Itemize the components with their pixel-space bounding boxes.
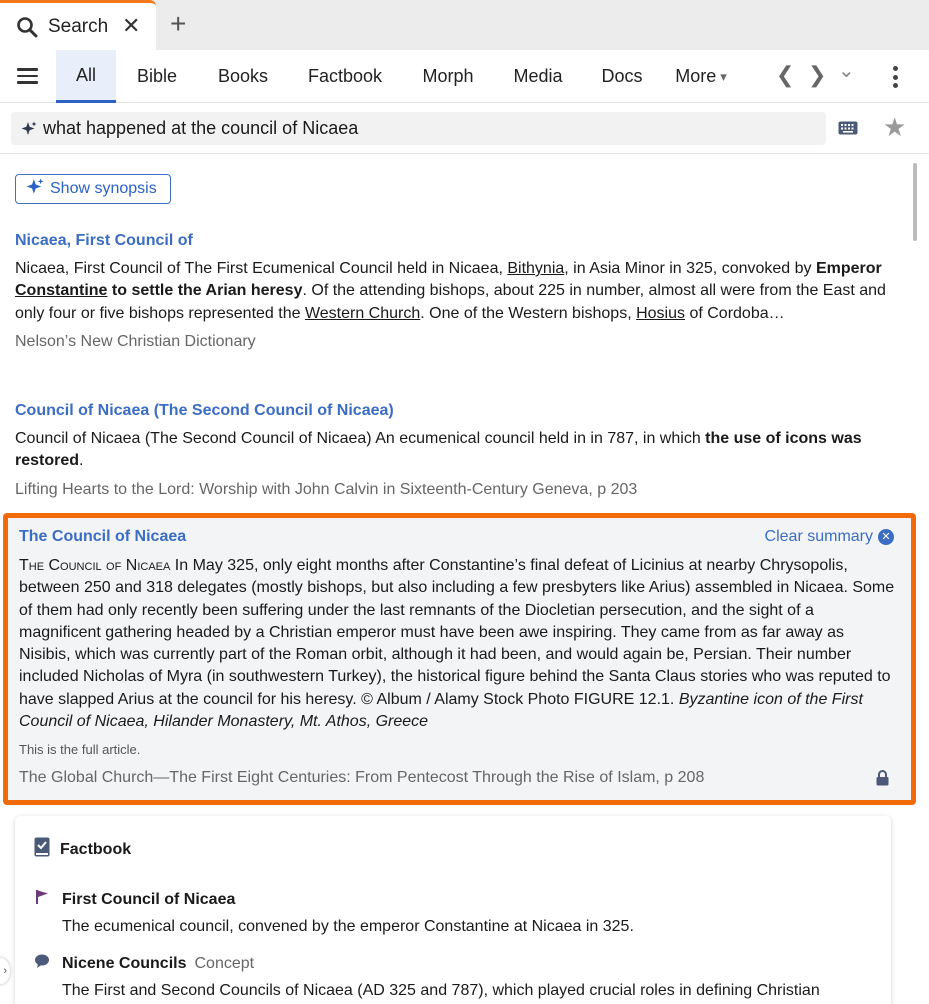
close-circle-icon: ✕ bbox=[878, 529, 894, 545]
factbook-item-desc: The First and Second Councils of Nicaea (AD 325 and 787), which played crucial roles in defining Christian bbox=[62, 982, 820, 999]
forward-arrow-icon[interactable]: ❯ bbox=[808, 62, 827, 87]
result-title[interactable]: Council of Nicaea (The Second Council of Nicaea) bbox=[15, 402, 394, 419]
star-icon[interactable]: ★ bbox=[883, 112, 907, 142]
results-panel bbox=[0, 155, 929, 1004]
factbook-header[interactable] bbox=[34, 837, 131, 862]
nav-toolbar bbox=[0, 50, 929, 103]
result-source[interactable]: Nelson’s New Christian Dictionary bbox=[15, 332, 256, 350]
factbook-icon bbox=[34, 837, 50, 862]
factbook-item-title: First Council of Nicaea bbox=[62, 890, 236, 908]
nav-tab-docs[interactable]: Docs bbox=[601, 66, 643, 86]
show-synopsis-label: Show synopsis bbox=[50, 180, 157, 197]
clear-summary-label: Clear summary bbox=[764, 528, 873, 545]
nav-tab-factbook[interactable]: Factbook bbox=[307, 66, 383, 86]
result-body: The Council of Nicaea In May 325, only eight months after Constantine’s final defeat of Licinius at nearby Chrysopolis, between 250 and 318 delegates (mostly bishops, but also including a few presbyters like Arius) assembled in Nicaea. Some of them had only recently been suffering under the last remnants of the Diocletian persecution, and the sight of a magnificent gathering headed by a Christian emperor must have been awe inspiring. They came from as far away as Nisibis, which was currently part of the Roman orbit, although it had been, and would again be, Persian. Their number included Nicholas of Myra (in southwestern Turkey), the historical figure behind the Santa Claus stories who was reputed to have slapped Arius at the council for his heresy. © Album / Alamy Stock Photo FIGURE 12.1. Byzantine icon of the First Council of Nicaea, Hilander Monastery, Mt. Athos, Greece bbox=[19, 557, 895, 731]
tab-strip bbox=[0, 0, 929, 50]
nav-tab-more[interactable] bbox=[668, 50, 734, 103]
side-panel-handle[interactable]: › bbox=[0, 958, 10, 984]
show-synopsis-button[interactable] bbox=[15, 174, 171, 204]
clear-summary-button[interactable] bbox=[765, 528, 894, 546]
factbook-item[interactable] bbox=[34, 953, 820, 1000]
nav-tab-bible[interactable]: Bible bbox=[136, 66, 178, 86]
link-constantine[interactable]: Constantine bbox=[15, 282, 108, 300]
factbook-title: Factbook bbox=[60, 840, 132, 858]
highlighted-result bbox=[3, 513, 916, 805]
result-title[interactable]: Nicaea, First Council of bbox=[15, 232, 193, 249]
more-options-icon[interactable] bbox=[893, 66, 898, 88]
hamburger-icon[interactable] bbox=[17, 68, 38, 84]
search-row bbox=[0, 103, 929, 154]
search-icon bbox=[16, 16, 38, 38]
lock-icon bbox=[876, 770, 889, 786]
nav-tab-all[interactable]: All bbox=[56, 50, 116, 103]
factbook-item-tag: Concept bbox=[194, 954, 255, 972]
tab-search[interactable] bbox=[0, 0, 156, 50]
nav-tab-media[interactable]: Media bbox=[513, 66, 563, 86]
more-label: More bbox=[675, 66, 717, 86]
full-article-note: This is the full article. bbox=[19, 742, 141, 757]
link-western-church[interactable]: Western Church bbox=[304, 304, 421, 322]
tab-label: Search bbox=[48, 15, 109, 37]
figure-caption: Byzantine icon of the First Council of Nicaea, Hilander Monastery, Mt. Athos, Greece bbox=[19, 690, 863, 731]
flag-icon bbox=[34, 889, 50, 910]
sparkle-icon bbox=[21, 121, 37, 137]
chevron-down-icon: ▾ bbox=[720, 68, 727, 84]
back-arrow-icon[interactable]: ❮ bbox=[776, 62, 795, 87]
search-input[interactable] bbox=[11, 112, 826, 145]
history-dropdown-icon[interactable]: ⌄ bbox=[838, 60, 855, 82]
result-item bbox=[15, 402, 895, 499]
sparkle-icon bbox=[26, 178, 44, 201]
keyboard-icon[interactable] bbox=[838, 120, 858, 136]
speech-bubble-icon bbox=[34, 953, 50, 974]
factbook-item[interactable] bbox=[34, 889, 634, 936]
scrollbar[interactable] bbox=[913, 163, 917, 241]
tab-close-icon[interactable]: ✕ bbox=[122, 13, 141, 38]
result-body: Council of Nicaea (The Second Council of Nicaea) An ecumenical council held in in 787, in which the use of icons was restored. bbox=[15, 430, 862, 470]
nav-tab-books[interactable]: Books bbox=[217, 66, 269, 86]
result-source[interactable]: The Global Church—The First Eight Centuries: From Pentecost Through the Rise of Islam, p 208 bbox=[19, 769, 705, 786]
link-bithynia[interactable]: Bithynia bbox=[507, 260, 565, 277]
add-tab-icon[interactable]: + bbox=[170, 8, 187, 39]
link-hosius[interactable]: Hosius bbox=[636, 304, 685, 322]
factbook-item-title: Nicene Councils bbox=[62, 954, 187, 972]
result-body: Nicaea, First Council of The First Ecumenical Council held in Nicaea, Bithynia, in Asia Minor in 325, convoked by Emperor Constantine to settle the Arian heresy. Of the attending bishops, about 225 in number, almost all were from the East and only four or five bishops represented the Western Church. One of the Western bishops, Hosius of Cordoba… bbox=[15, 260, 886, 322]
factbook-item-desc: The ecumenical council, convened by the emperor Constantine at Nicaea in 325. bbox=[62, 918, 634, 935]
factbook-card bbox=[15, 816, 891, 1004]
result-item bbox=[15, 232, 895, 351]
result-source[interactable]: Lifting Hearts to the Lord: Worship with John Calvin in Sixteenth-Century Geneva, p 203 bbox=[15, 480, 638, 498]
result-title[interactable]: The Council of Nicaea bbox=[19, 528, 187, 545]
search-query: what happened at the council of Nicaea bbox=[43, 118, 359, 138]
nav-tab-morph[interactable]: Morph bbox=[422, 66, 474, 86]
